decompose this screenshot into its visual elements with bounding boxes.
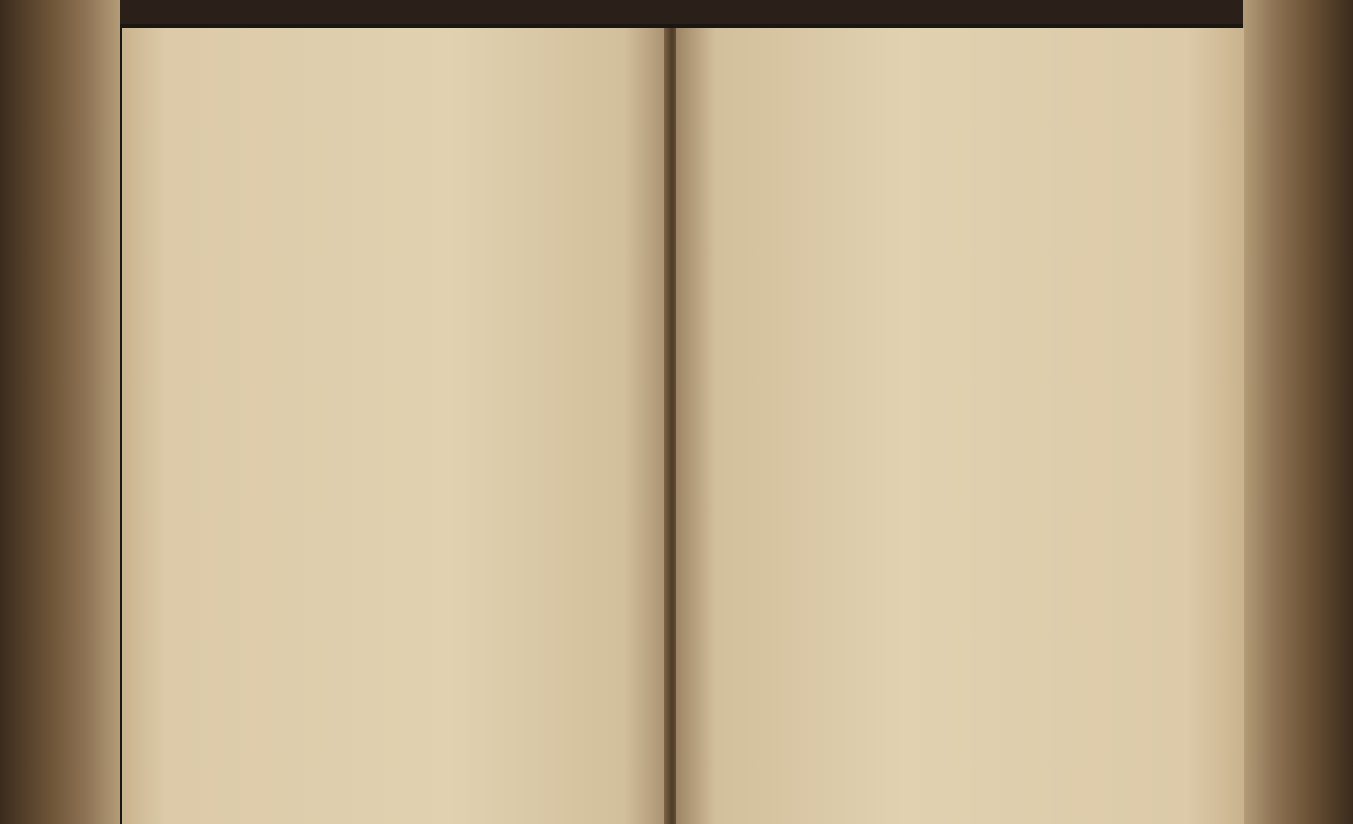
background-top [0, 0, 1353, 24]
book-edge-left [0, 0, 120, 824]
left-page-column-2 [408, 86, 634, 91]
right-page [676, 28, 1244, 824]
left-page [122, 28, 668, 824]
book-edge-right [1243, 0, 1353, 824]
right-page-column-1 [700, 86, 932, 91]
right-page-column-2 [952, 86, 1196, 87]
left-page-column-1 [170, 86, 394, 91]
